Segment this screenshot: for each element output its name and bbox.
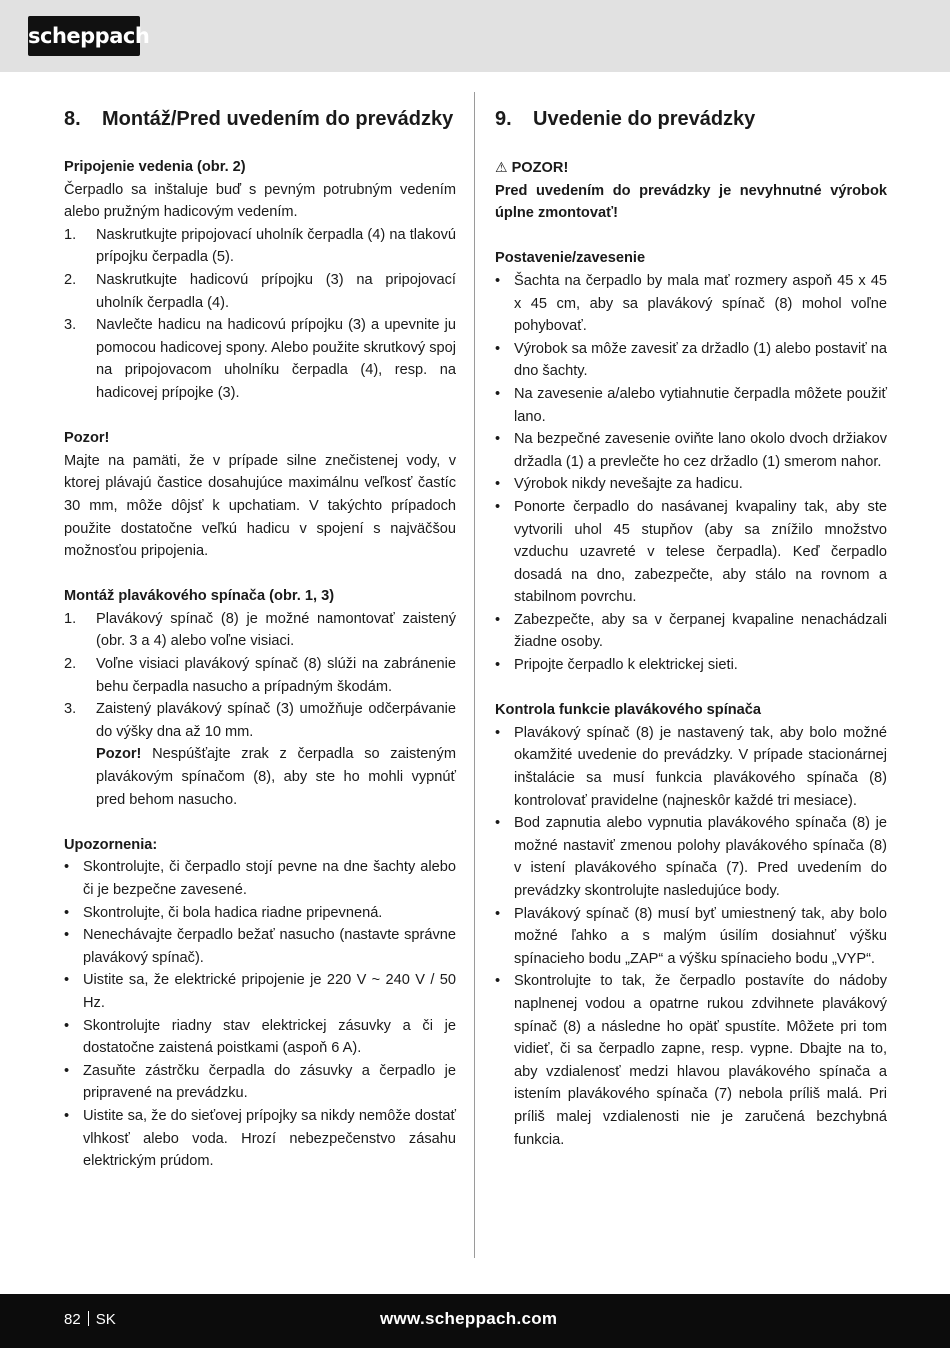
left-column (64, 104, 456, 1173)
list-item: • Plavákový spínač (8) je nastavený tak, aby bolo možné okamžité uvedenie do prevádzky. V prípade stacionárnej inštalácie sa musí funkcia plavákového spínača (8) kontrolovať pravidelne (najneskôr každé tri mesiace). (495, 724, 887, 809)
list-item: 2. Voľne visiaci plavákový spínač (8) slúži na zabránenie behu čerpadla nasucho a prípadným škodám. (64, 656, 456, 695)
page-number: 82 (64, 1311, 81, 1328)
warning-text: Pred uvedením do prevádzky je nevyhnutné výrobok úplne zmontovať! (495, 182, 887, 222)
pipe-connection-intro: Čerpadlo sa inštaluje buď s pevným potrubným vedením alebo pružným hadicovým vedením. (64, 181, 456, 221)
language-code: SK (95, 1311, 116, 1328)
section-number: 8. (64, 108, 81, 130)
notes-list (64, 856, 456, 1172)
list-item: • Skontrolujte riadny stav elektrickej zásuvky a či je dostatočne zaistená poistkami (aspoň 6 A). (64, 1017, 456, 1057)
section-8-heading (64, 104, 456, 134)
list-item: • Skontrolujte, či bola hadica riadne pripevnená. (64, 904, 383, 921)
list-item: 3. Zaistený plavákový spínač (3) umožňuje odčerpávanie do výšky dna až 10 mm. (64, 701, 456, 740)
section-9-heading (495, 104, 887, 134)
list-item: • Bod zapnutia alebo vypnutia plavákového spínača (8) je možné nastaviť zmenou polohy plavákového spínača (8) v istení plavákového spínača (7). Pred uvedením do prevádzky skontrolujte nasledujúce body. (495, 815, 887, 899)
list-item: • Skontrolujte, či čerpadlo stojí pevne na dne šachty alebo či je bezpečne zavesené. (64, 859, 456, 898)
right-column (495, 104, 887, 1151)
list-item: • Výrobok sa môže zavesiť za držadlo (1) alebo postaviť na dno šachty. (495, 340, 887, 380)
list-item: • Uistite sa, že elektrické pripojenie je 220 V ~ 240 V / 50 Hz. (64, 972, 456, 1011)
list-item: 2. Naskrutkujte hadicovú prípojku (3) na pripojovací uholník čerpadla (4). (64, 271, 456, 311)
list-item: 3. Navlečte hadicu na hadicovú prípojku (3) a upevnite ju pomocou hadicovej spony. Alebo použite skrutkový spoj na pripojovacom uholníku čerpadla (4), resp. na hadicovej prípojke (3). (64, 317, 456, 401)
list-item: • Zabezpečte, aby sa v čerpanej kvapaline nenachádzali žiadne osoby. (495, 611, 887, 651)
float-note-text: Nespúšťajte zrak z čerpadla so zaisteným plavákovým spínačom (8), aby ste ho mohli vypnúť pred behom nasucho. (96, 746, 456, 808)
list-item: • Zasuňte zástrčku čerpadla do zásuvky a čerpadlo je pripravené na prevádzku. (64, 1062, 456, 1102)
float-switch-steps (64, 608, 456, 811)
page-header (0, 0, 950, 72)
caution-heading: Pozor! (64, 430, 110, 447)
warning-label: ⚠ POZOR! (495, 156, 887, 180)
list-item: • Skontrolujte to tak, že čerpadlo postavíte do nádoby naplnenej vodou a opatrne rukou zdvihnete plavákový spínač (8) a následne ho opäť spustíte. Môžete pri tom vidieť, či sa čerpadlo zapne, resp. vypne. Dbajte na to, aby vzdialenosť medzi hlavou plavákového spínača a istením plavákového spínača (7) nebola príliš malá. Pri príliš malej vzdialenosti nie je zaručená bezchybná funkcia. (495, 973, 887, 1148)
list-item: 1. Plavákový spínač (8) je možné namontovať zaistený (obr. 3 a 4) alebo voľne visiaci. (64, 610, 456, 650)
list-item: • Nenechávajte čerpadlo bežať nasucho (nastavte správne plavákový spínač). (64, 927, 456, 966)
section-title: Montáž/Pred uvedením do prevádzky (102, 108, 454, 130)
list-item: 1. Naskrutkujte pripojovací uholník čerpadla (4) na tlakovú prípojku čerpadla (5). (64, 226, 456, 266)
list-item: • Uistite sa, že do sieťovej prípojky sa nikdy nemôže dostať vlhkosť alebo voda. Hrozí nebezpečenstvo zásahu elektrickým prúdom. (64, 1107, 456, 1170)
list-item (64, 743, 456, 811)
list-item: • Na bezpečné zavesenie oviňte lano okolo dvoch držiakov držadla (1) a prevlečte ho cez držadlo (1) smerom nahor. (495, 431, 887, 470)
list-item: • Plavákový spínač (8) musí byť umiestnený tak, aby bolo možné ľahko a s malým úsilím dosiahnuť výšku spínacieho bodu „ZAP“ a výšku spínacieho bodu „VYP“. (495, 905, 887, 967)
page-number-area (64, 1310, 116, 1330)
float-check-heading: Kontrola funkcie plavákového spínača (495, 702, 762, 719)
column-divider (474, 92, 475, 1258)
footer-separator (88, 1311, 89, 1326)
list-item: • Na zavesenie a/alebo vytiahnutie čerpadla môžete použiť lano. (495, 385, 887, 425)
warning-triangle-icon: ⚠ (495, 159, 508, 175)
placement-heading: Postavenie/zavesenie (495, 250, 646, 267)
list-item: • Ponorte čerpadlo do nasávanej kvapaliny tak, aby ste vytvorili uhol 45 stupňov (aby sa znížilo množstvo vzduchu uzavreté v telese čerpadla). Keď čerpadlo dosadá na dno, zabezpečte, aby stálo na rovnom a stabilnom povrchu. (495, 498, 887, 606)
section-title: Uvedenie do prevádzky (533, 108, 756, 130)
page-footer (0, 1294, 950, 1348)
float-note-label: Pozor! (96, 746, 142, 763)
section-number: 9. (495, 108, 512, 130)
float-check-list (495, 722, 887, 1151)
float-switch-heading: Montáž plavákového spínača (obr. 1, 3) (64, 588, 335, 605)
list-item: • Šachta na čerpadlo by mala mať rozmery aspoň 45 x 45 x 45 cm, aby sa plavákový spínač (8) mohol voľne pohybovať. (495, 272, 887, 335)
website-link[interactable]: www.scheppach.com (380, 1309, 558, 1328)
list-item: • Pripojte čerpadlo k elektrickej sieti. (495, 657, 738, 674)
pipe-connection-heading: Pripojenie vedenia (obr. 2) (64, 159, 246, 175)
pipe-steps-list (64, 224, 456, 405)
caution-text: Majte na pamäti, že v prípade silne znečistenej vody, v ktorej plávajú častice dosahujúce maximálnu veľkosť častíc 30 mm, môže dôjsť k upchatiam. V takýchto prípadoch použite dostatočne veľkú hadicu v spojení s najväčšou možnosťou pripojenia. (64, 452, 456, 560)
placement-list (495, 270, 887, 677)
notes-heading: Upozornenia: (64, 836, 158, 853)
scheppach-logo: scheppach (28, 16, 140, 56)
list-item: • Výrobok nikdy nevešajte za hadicu. (495, 476, 743, 493)
